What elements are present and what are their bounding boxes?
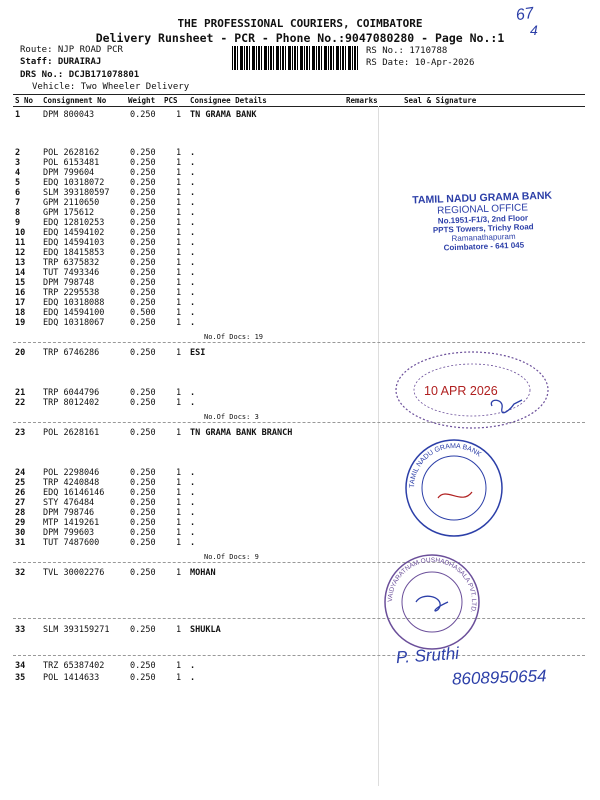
vaidyaratnam-ring-text: VAIDYARATNAM OUSHADHASALA PVT. LTD. xyxy=(386,556,478,614)
consignee: . xyxy=(190,388,196,398)
sno: 25 xyxy=(15,478,26,488)
pcs: 1 xyxy=(176,308,182,318)
row-14 xyxy=(0,268,600,278)
pcs: 1 xyxy=(176,228,182,238)
weight: 0.250 xyxy=(130,661,156,671)
stamp-line: Coimbatore - 641 045 xyxy=(443,240,525,253)
consignee: . xyxy=(190,528,196,538)
sno: 19 xyxy=(15,318,26,328)
weight: 0.250 xyxy=(130,110,156,120)
group-count-3: No.Of Docs: 9 xyxy=(204,553,259,561)
stamp-line: PPTS Towers, Trichy Road xyxy=(432,222,534,235)
sno: 15 xyxy=(15,278,26,288)
consignment-no: POL 2628162 xyxy=(43,148,100,158)
consignment-no: DPM 799603 xyxy=(43,528,95,538)
branch-stamp-ring-text: TAMIL NADU GRAMA BANK xyxy=(408,442,483,489)
header-top-rule xyxy=(13,94,585,95)
sno: 21 xyxy=(15,388,26,398)
sno: 11 xyxy=(15,238,26,248)
row-17 xyxy=(0,298,600,308)
consignee: . xyxy=(190,318,196,328)
row-31 xyxy=(0,538,600,548)
pcs: 1 xyxy=(176,268,182,278)
weight: 0.250 xyxy=(130,208,156,218)
consignment-no: EDQ 10318088 xyxy=(43,298,105,308)
sno: 29 xyxy=(15,518,26,528)
weight: 0.250 xyxy=(130,428,156,438)
sno: 12 xyxy=(15,248,26,258)
pcs: 1 xyxy=(176,158,182,168)
row-24 xyxy=(0,468,600,478)
row-32 xyxy=(0,568,600,578)
sno: 26 xyxy=(15,488,26,498)
row-30 xyxy=(0,528,600,538)
consignment-no: EDQ 18415853 xyxy=(43,248,105,258)
pcs: 1 xyxy=(176,518,182,528)
col-header-seal: Seal & Signature xyxy=(404,96,477,105)
weight: 0.250 xyxy=(130,518,156,528)
consignee: . xyxy=(190,228,196,238)
consignment-no: EDQ 10318072 xyxy=(43,178,105,188)
weight: 0.250 xyxy=(130,228,156,238)
pcs: 1 xyxy=(176,288,182,298)
group-separator xyxy=(13,655,585,656)
pcs: 1 xyxy=(176,348,182,358)
pcs: 1 xyxy=(176,318,182,328)
pcs: 1 xyxy=(176,488,182,498)
corner-note-fraction: 4 xyxy=(530,22,538,38)
weight: 0.250 xyxy=(130,538,156,548)
row-29 xyxy=(0,518,600,528)
pcs: 1 xyxy=(176,661,182,671)
consignee: . xyxy=(190,238,196,248)
col-header-sno: S No xyxy=(15,96,34,105)
consignment-no: POL 1414633 xyxy=(43,673,100,683)
row-13 xyxy=(0,258,600,268)
col-header-consignee: Consignee Details xyxy=(190,96,267,105)
corner-note: 67 xyxy=(514,4,535,25)
pcs: 1 xyxy=(176,168,182,178)
row-16 xyxy=(0,288,600,298)
consignee: . xyxy=(190,188,196,198)
sno: 3 xyxy=(15,158,21,168)
sno: 6 xyxy=(15,188,21,198)
consignment-no: TRP 6746286 xyxy=(43,348,100,358)
consignment-no: MTP 1419261 xyxy=(43,518,100,528)
consignment-no: DPM 798746 xyxy=(43,508,95,518)
consignee: . xyxy=(190,268,196,278)
pcs: 1 xyxy=(176,208,182,218)
consignee: MOHAN xyxy=(190,568,216,578)
consignee: . xyxy=(190,148,196,158)
branch-round-stamp xyxy=(402,436,506,540)
row-27 xyxy=(0,498,600,508)
sno: 33 xyxy=(15,625,26,635)
weight: 0.250 xyxy=(130,198,156,208)
pcs: 1 xyxy=(176,673,182,683)
pcs: 1 xyxy=(176,278,182,288)
consignee: . xyxy=(190,498,196,508)
consignee: . xyxy=(190,278,196,288)
pcs: 1 xyxy=(176,538,182,548)
weight: 0.250 xyxy=(130,288,156,298)
group-separator xyxy=(13,618,585,619)
vehicle-label: Vehicle: Two Wheeler Delivery xyxy=(32,82,190,92)
weight: 0.250 xyxy=(130,268,156,278)
weight: 0.250 xyxy=(130,625,156,635)
consignment-no: STY 476484 xyxy=(43,498,95,508)
rs-date: RS Date: 10-Apr-2026 xyxy=(366,58,475,68)
sno: 24 xyxy=(15,468,26,478)
pcs: 1 xyxy=(176,508,182,518)
consignment-no: POL 2298046 xyxy=(43,468,100,478)
vaidyaratnam-stamp xyxy=(382,552,482,652)
weight: 0.500 xyxy=(130,308,156,318)
sno: 32 xyxy=(15,568,26,578)
consignment-no: TVL 30002276 xyxy=(43,568,105,578)
row-15 xyxy=(0,278,600,288)
consignee: . xyxy=(190,298,196,308)
runsheet-subtitle: Delivery Runsheet - PCR - Phone No.:9047080280 - Page No.:1 xyxy=(95,31,505,45)
weight: 0.250 xyxy=(130,188,156,198)
consignment-no: TRP 2295538 xyxy=(43,288,100,298)
consignee: . xyxy=(190,518,196,528)
weight: 0.250 xyxy=(130,348,156,358)
pcs: 1 xyxy=(176,218,182,228)
consignment-no: EDQ 14594103 xyxy=(43,238,105,248)
consignment-no: EDQ 10318067 xyxy=(43,318,105,328)
pcs: 1 xyxy=(176,238,182,248)
consignee: . xyxy=(190,468,196,478)
row-19 xyxy=(0,318,600,328)
weight: 0.250 xyxy=(130,298,156,308)
company-title: THE PROFESSIONAL COURIERS, COIMBATORE xyxy=(177,17,423,30)
col-header-pcs: PCS xyxy=(164,96,178,105)
weight: 0.250 xyxy=(130,258,156,268)
weight: 0.250 xyxy=(130,478,156,488)
sno: 8 xyxy=(15,208,21,218)
pcs: 1 xyxy=(176,198,182,208)
sno: 17 xyxy=(15,298,26,308)
pcs: 1 xyxy=(176,478,182,488)
consignee: . xyxy=(190,218,196,228)
row-5 xyxy=(0,178,600,188)
col-header-consignment: Consignment No xyxy=(43,96,107,105)
consignment-no: GPM 2110650 xyxy=(43,198,100,208)
pcs: 1 xyxy=(176,625,182,635)
sno: 28 xyxy=(15,508,26,518)
consignee: . xyxy=(190,661,196,671)
consignment-no: DPM 798748 xyxy=(43,278,95,288)
row-25 xyxy=(0,478,600,488)
row-4 xyxy=(0,168,600,178)
row-33 xyxy=(0,625,600,635)
svg-text:VAIDYARATNAM OUSHADHASALA PVT. xyxy=(387,557,477,614)
sno: 30 xyxy=(15,528,26,538)
consignee: . xyxy=(190,258,196,268)
group-separator xyxy=(13,342,585,343)
row-26 xyxy=(0,488,600,498)
weight: 0.250 xyxy=(130,168,156,178)
row-18 xyxy=(0,308,600,318)
consignment-no: TRP 6375832 xyxy=(43,258,100,268)
consignee: . xyxy=(190,198,196,208)
sno: 5 xyxy=(15,178,21,188)
handwritten-phone: 8608950654 xyxy=(451,666,547,689)
weight: 0.250 xyxy=(130,673,156,683)
weight: 0.250 xyxy=(130,248,156,258)
consignment-no: TRZ 65387402 xyxy=(43,661,105,671)
consignment-no: EDQ 16146146 xyxy=(43,488,105,498)
pcs: 1 xyxy=(176,248,182,258)
consignee: . xyxy=(190,248,196,258)
pcs: 1 xyxy=(176,498,182,508)
pcs: 1 xyxy=(176,148,182,158)
pcs: 1 xyxy=(176,428,182,438)
consignment-no: EDQ 12810253 xyxy=(43,218,105,228)
col-header-remarks: Remarks xyxy=(346,96,378,105)
weight: 0.250 xyxy=(130,498,156,508)
staff-label: Staff: DURAIRAJ xyxy=(20,57,102,67)
weight: 0.250 xyxy=(130,468,156,478)
consignment-no: DPM 799604 xyxy=(43,168,95,178)
consignment-no: TRP 6044796 xyxy=(43,388,100,398)
consignee: . xyxy=(190,398,196,408)
rs-number: RS No.: 1710788 xyxy=(366,46,448,56)
consignee: . xyxy=(190,488,196,498)
weight: 0.250 xyxy=(130,568,156,578)
sno: 27 xyxy=(15,498,26,508)
consignment-no: SLM 393180597 xyxy=(43,188,110,198)
group-count-1: No.Of Docs: 19 xyxy=(204,333,264,341)
consignment-no: DPM 800043 xyxy=(43,110,95,120)
consignment-no: POL 6153481 xyxy=(43,158,100,168)
drs-label: DRS No.: DCJB171078801 xyxy=(20,70,140,80)
svg-text:TAMIL NADU GRAMA BANK xyxy=(409,443,482,488)
consignment-no: SLM 393159271 xyxy=(43,625,110,635)
weight: 0.250 xyxy=(130,398,156,408)
sno: 13 xyxy=(15,258,26,268)
esi-stamp-date: 10 APR 2026 xyxy=(424,384,498,398)
header-bottom-rule xyxy=(13,106,585,107)
consignee: TN GRAMA BANK BRANCH xyxy=(190,428,293,438)
consignment-no: GPM 175612 xyxy=(43,208,95,218)
consignee: . xyxy=(190,538,196,548)
consignment-no: TUT 7493346 xyxy=(43,268,100,278)
stamp-line: TAMIL NADU GRAMA BANK xyxy=(412,189,553,207)
sno: 22 xyxy=(15,398,26,408)
consignment-no: EDQ 14594102 xyxy=(43,228,105,238)
weight: 0.250 xyxy=(130,528,156,538)
weight: 0.250 xyxy=(130,158,156,168)
pcs: 1 xyxy=(176,258,182,268)
consignee: ESI xyxy=(190,348,206,358)
sno: 20 xyxy=(15,348,26,358)
consignee: . xyxy=(190,168,196,178)
weight: 0.250 xyxy=(130,388,156,398)
sno: 2 xyxy=(15,148,21,158)
sno: 34 xyxy=(15,661,26,671)
row-28 xyxy=(0,508,600,518)
group-separator xyxy=(13,562,585,563)
row-2 xyxy=(0,148,600,158)
sno: 4 xyxy=(15,168,21,178)
sno: 14 xyxy=(15,268,26,278)
weight: 0.250 xyxy=(130,278,156,288)
consignee: . xyxy=(190,178,196,188)
weight: 0.250 xyxy=(130,178,156,188)
weight: 0.250 xyxy=(130,238,156,248)
sno: 23 xyxy=(15,428,26,438)
consignee: . xyxy=(190,158,196,168)
consignment-no: TUT 7487600 xyxy=(43,538,100,548)
consignment-no: POL 2628161 xyxy=(43,428,100,438)
pcs: 1 xyxy=(176,568,182,578)
pcs: 1 xyxy=(176,188,182,198)
consignee: SHUKLA xyxy=(190,625,221,635)
sno: 9 xyxy=(15,218,21,228)
group-count-2: No.Of Docs: 3 xyxy=(204,413,259,421)
pcs: 1 xyxy=(176,398,182,408)
consignee: . xyxy=(190,288,196,298)
pcs: 1 xyxy=(176,298,182,308)
weight: 0.250 xyxy=(130,148,156,158)
consignment-no: TRP 8012402 xyxy=(43,398,100,408)
stamp-line: No.1951-F1/3, 2nd Floor xyxy=(437,213,529,226)
sno: 1 xyxy=(15,110,21,120)
bank-regional-stamp xyxy=(395,189,571,254)
consignment-no: EDQ 14594100 xyxy=(43,308,105,318)
consignment-no: TRP 4240848 xyxy=(43,478,100,488)
route-label: Route: NJP ROAD PCR xyxy=(20,45,123,55)
barcode-image xyxy=(232,46,360,70)
sno: 35 xyxy=(15,673,26,683)
stamp-line: REGIONAL OFFICE xyxy=(437,202,529,217)
consignee: . xyxy=(190,508,196,518)
row-3 xyxy=(0,158,600,168)
weight: 0.250 xyxy=(130,488,156,498)
handwritten-name: P. Sruthi xyxy=(395,643,460,668)
weight: 0.250 xyxy=(130,508,156,518)
pcs: 1 xyxy=(176,388,182,398)
pcs: 1 xyxy=(176,178,182,188)
pcs: 1 xyxy=(176,528,182,538)
sno: 16 xyxy=(15,288,26,298)
consignee: . xyxy=(190,208,196,218)
pcs: 1 xyxy=(176,110,182,120)
sno: 7 xyxy=(15,198,21,208)
weight: 0.250 xyxy=(130,218,156,228)
weight: 0.250 xyxy=(130,318,156,328)
pcs: 1 xyxy=(176,468,182,478)
consignee: . xyxy=(190,308,196,318)
sno: 31 xyxy=(15,538,26,548)
sno: 18 xyxy=(15,308,26,318)
sno: 10 xyxy=(15,228,26,238)
row-1 xyxy=(0,110,600,120)
consignee: . xyxy=(190,478,196,488)
consignee: . xyxy=(190,673,196,683)
col-header-weight: Weight xyxy=(128,96,156,105)
consignee: TN GRAMA BANK xyxy=(190,110,257,120)
stamp-line: Ramanathapuram xyxy=(451,231,516,244)
